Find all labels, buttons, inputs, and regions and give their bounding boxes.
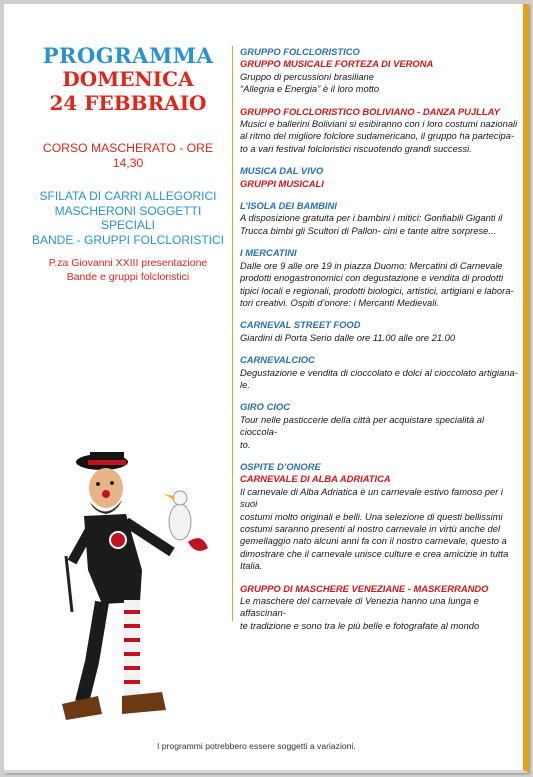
title-column bbox=[30, 44, 226, 284]
section-text-line: Il carnevale di Alba Adriatica è un carnevale estivo famoso per i suoi bbox=[240, 485, 503, 510]
event-section bbox=[240, 247, 518, 309]
title-domenica: DOMENICA bbox=[62, 67, 194, 91]
sfilata-line: BANDE - GRUPPI FOLCLORISTICI bbox=[31, 232, 225, 247]
section-text-line: Trucca bimbi gli Scultori di Pallon- cini e tante altre sorprese... bbox=[240, 224, 497, 236]
jester-illustration bbox=[62, 452, 227, 752]
section-text-line: gemellaggio nato alcuni anni fa con il nostro carnevale, questo a bbox=[240, 535, 507, 547]
section-text-line: Dalle ore 9 alle ore 19 in piazza Duomo: Mercatini di Carnevale bbox=[240, 259, 503, 271]
section-text-line: prodotti enogastronomici con degustazione e vendita di prodotti bbox=[240, 272, 504, 284]
sfilata-line: MASCHERONI SOGGETTI SPECIALI bbox=[54, 203, 202, 232]
section-subheading: GRUPPO MUSICALE FORTEZA DI VERONA bbox=[240, 58, 434, 70]
section-subheading: GRUPPO FOLCLORISTICO BOLIVIANO - DANZA PUJLLAY bbox=[240, 105, 500, 117]
section-text-line: “Allegria e Energia” è il loro motto bbox=[240, 83, 380, 95]
section-subheading: CARNEVALE DI ALBA ADRIATICA bbox=[240, 473, 391, 485]
piazza-line: Bande e gruppi folcloristici bbox=[66, 270, 190, 283]
sfilata-line: SFILATA DI CARRI ALLEGORICI bbox=[39, 189, 217, 203]
section-text-line: dimostrare che il carnevale unisce culture e crea amicizie in tutta bbox=[240, 547, 509, 559]
section-text-line: Gruppo di percussioni brasiliane bbox=[240, 70, 374, 82]
footnote: I programmi potrebbero essere soggetti a variazioni. bbox=[157, 741, 356, 751]
events-column bbox=[240, 46, 518, 642]
section-text-line: to a vari festival folcloristici riscuotendo grandi successi. bbox=[240, 142, 472, 154]
sfilata-list bbox=[30, 189, 226, 247]
event-section bbox=[240, 319, 518, 344]
piazza-line: P.za Giovanni XXIII presentazione bbox=[48, 257, 208, 269]
event-section bbox=[240, 46, 518, 96]
section-heading: L’ISOLA DEI BAMBINI bbox=[240, 200, 337, 212]
section-text-line: te tradizione e sono tra le più belle e fotografate al mondo bbox=[240, 619, 480, 631]
section-heading: I MERCATINI bbox=[240, 247, 297, 259]
section-text-line: Degustazione e vendita di cioccolato e dolci al cioccolato artigiana- bbox=[240, 366, 518, 378]
corso-mascherato: CORSO MASCHERATO - ORE 14,30 bbox=[42, 141, 214, 170]
event-section bbox=[240, 354, 518, 391]
column-divider bbox=[232, 46, 233, 621]
section-heading: CARNEVALCIOC bbox=[240, 354, 315, 366]
section-text-line: Italia. bbox=[240, 560, 263, 572]
section-text-line: al ritmo del migliore folclore sudamericano, il gruppo ha partecipa- bbox=[240, 130, 515, 142]
section-text-line: costumi molto originali e belli. Una selezione di questi bellissimi bbox=[240, 510, 503, 522]
section-text-line: A disposizione gratuita per i bambini i mitici: Gonfiabili Giganti il bbox=[240, 212, 503, 224]
section-subheading: GRUPPI MUSICALI bbox=[240, 177, 324, 189]
event-section bbox=[240, 106, 518, 156]
title-programma: PROGRAMMA bbox=[42, 43, 214, 68]
section-text-line: Giardini di Porta Serio dalle ore 11.00 alle ore 21.00 bbox=[240, 331, 456, 343]
section-heading: GRUPPO FOLCLORISTICO bbox=[240, 46, 360, 57]
event-section bbox=[240, 583, 518, 633]
program-page bbox=[4, 4, 529, 773]
section-text-line: Le maschere del carnevale di Venezia hanno una lunga e affascinan- bbox=[240, 595, 479, 619]
event-section bbox=[240, 461, 518, 573]
event-section bbox=[240, 165, 518, 190]
title-date: 24 FEBBRAIO bbox=[49, 91, 207, 115]
section-text-line: to. bbox=[240, 438, 251, 450]
section-text-line: costumi saranno presenti al nostro carnevale in virtù anche del bbox=[240, 523, 501, 534]
event-section bbox=[240, 401, 518, 451]
section-text-line: Tour nelle pasticcerie della città per acquistare specialità al cioccola- bbox=[240, 413, 485, 438]
section-text-line: tori creativi. Ospiti d’onore: i Mercanti Medievali. bbox=[240, 296, 440, 308]
section-heading: OSPITE D’ONORE bbox=[240, 460, 321, 472]
section-subheading: GRUPPO DI MASCHERE VENEZIANE - MASKERRANDO bbox=[240, 582, 489, 594]
section-heading: MUSICA DAL VIVO bbox=[240, 165, 324, 177]
section-text-line: tipici locali e regionali, prodotti biologici, artistici, artigiani e labora- bbox=[240, 284, 514, 296]
section-text-line: le. bbox=[240, 378, 250, 390]
event-section bbox=[240, 200, 518, 237]
piazza-info bbox=[30, 257, 226, 284]
section-text-line: Musici e ballerini Boliviani si esibiranno con i loro costumi nazionali bbox=[240, 118, 518, 130]
section-heading: CARNEVAL STREET FOOD bbox=[240, 319, 361, 331]
section-heading: GIRO CIOC bbox=[240, 401, 291, 413]
